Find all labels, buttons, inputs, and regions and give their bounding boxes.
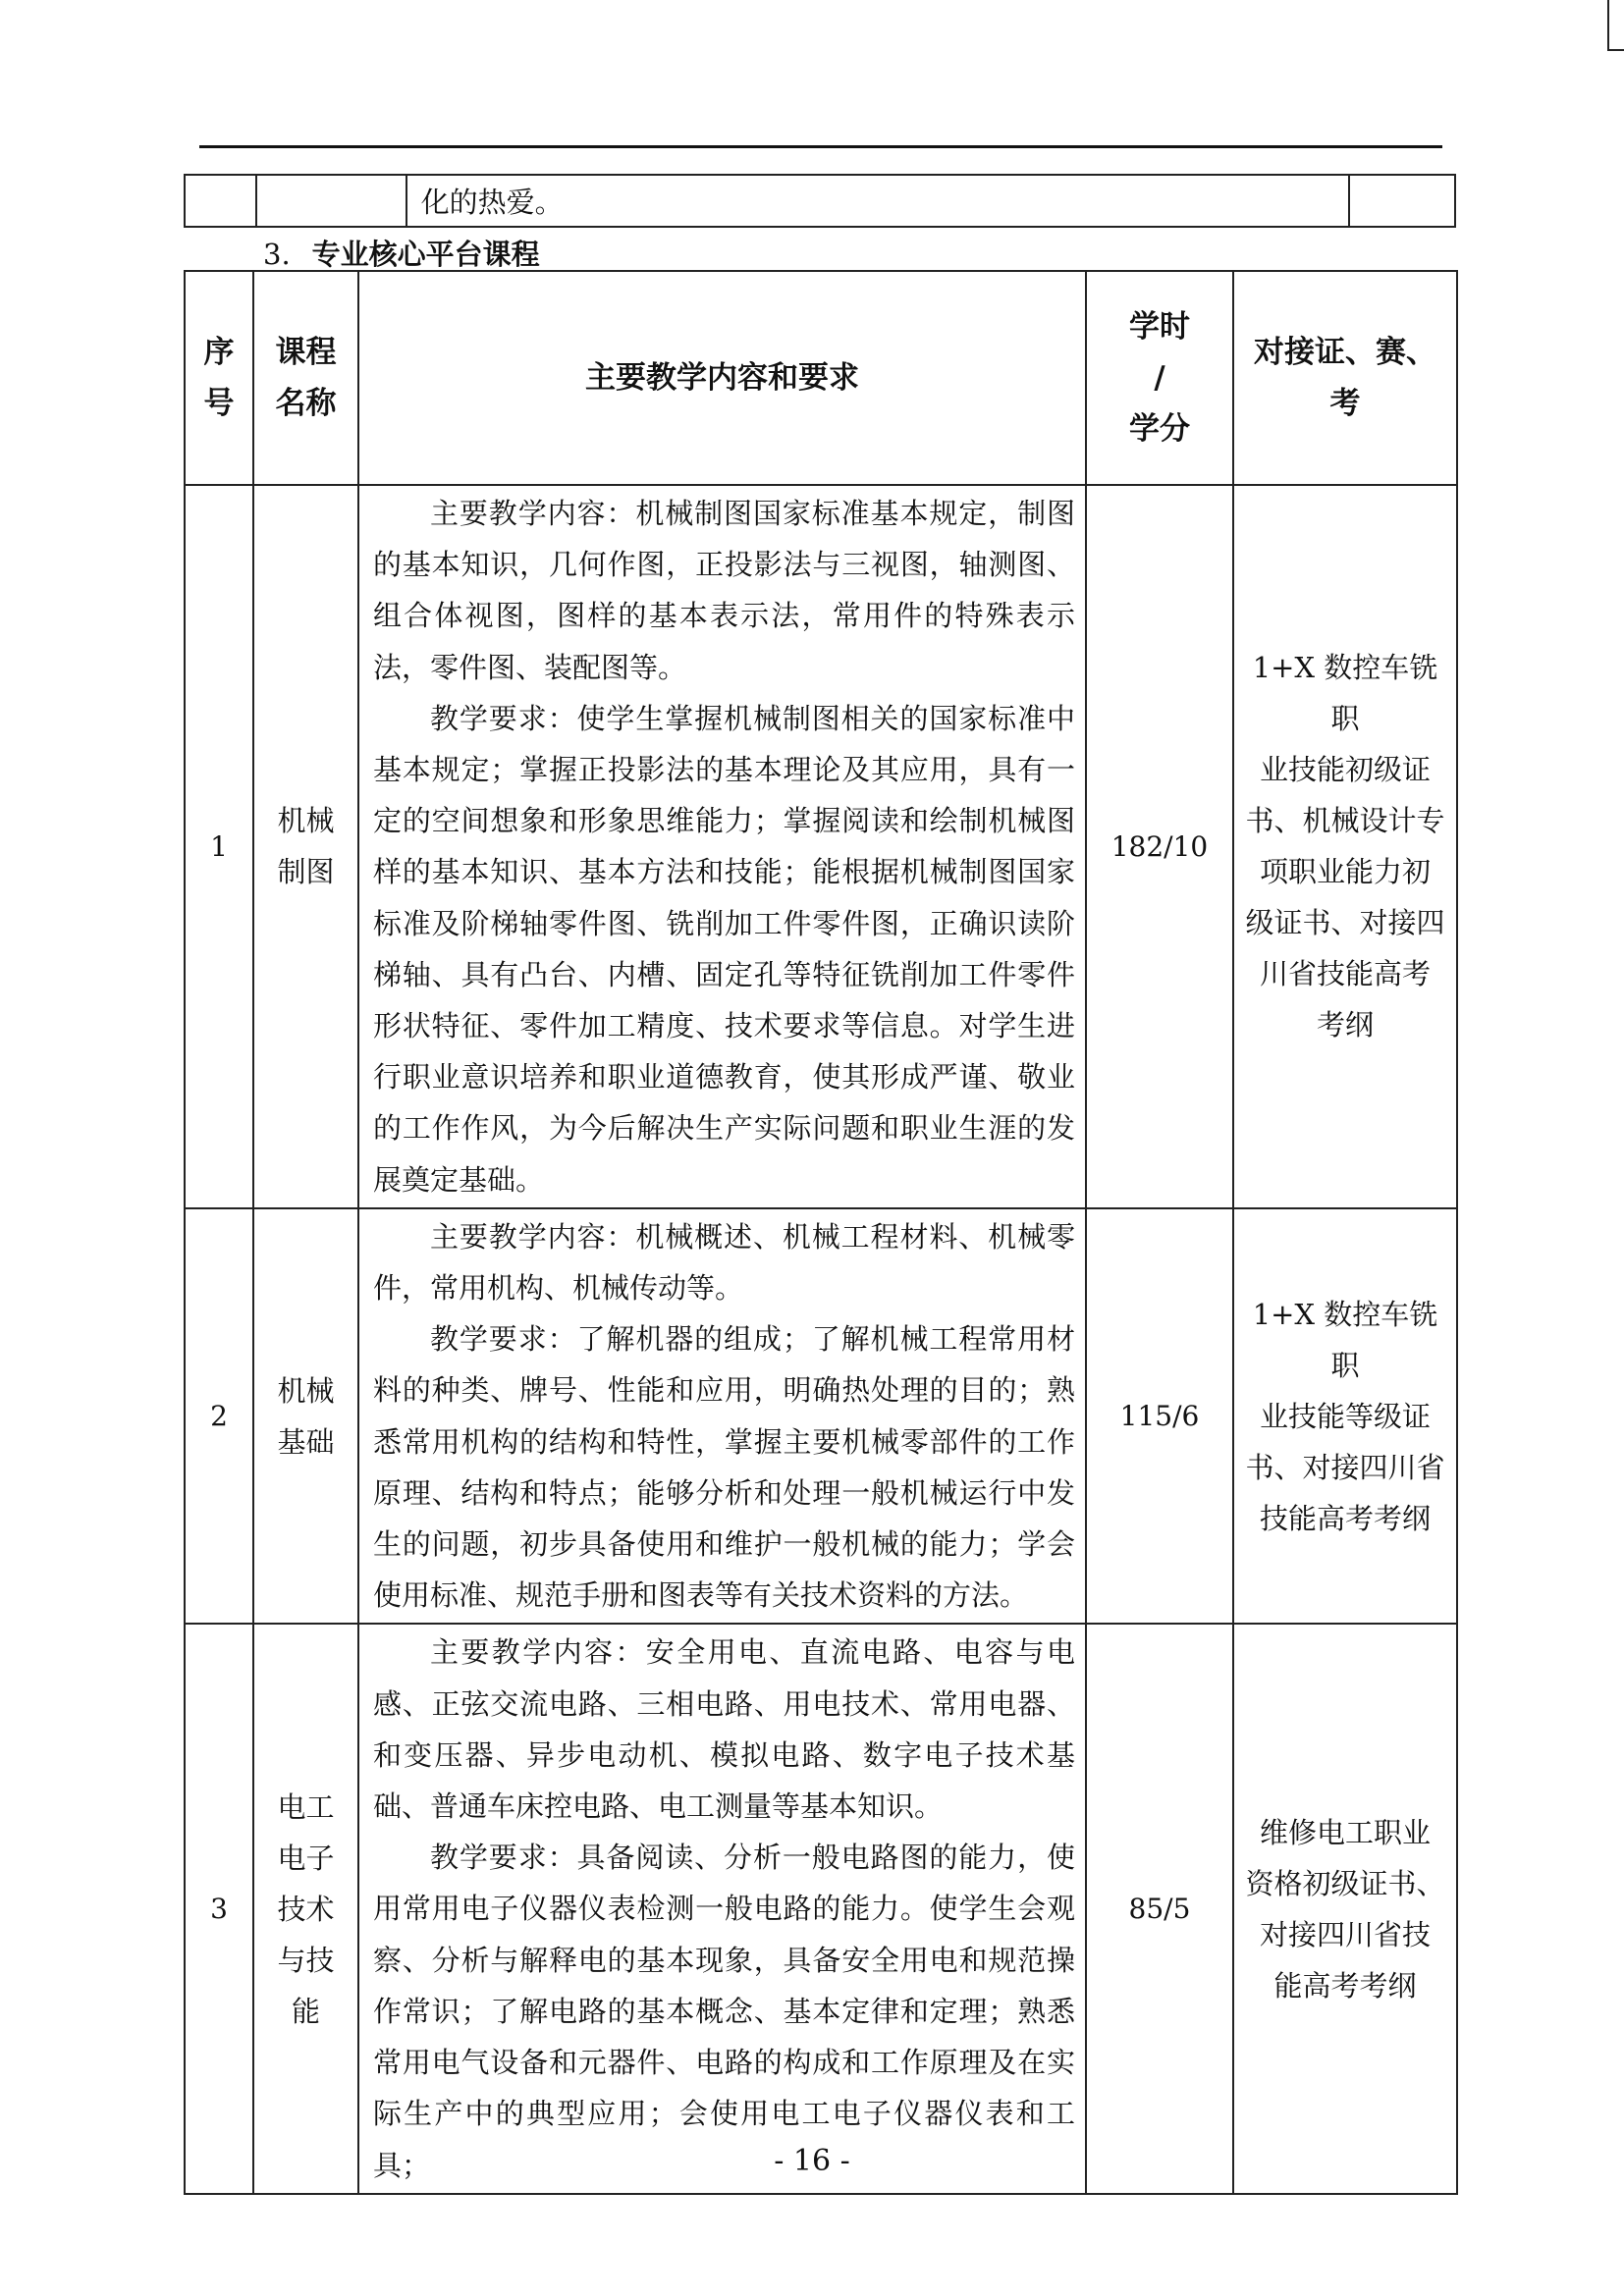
row-hours: 182/10 xyxy=(1086,485,1233,1208)
row-content-requirements: 教学要求：使学生掌握机械制图相关的国家标准中基本规定；掌握正投影法的基本理论及其应用，具有一定的空间想象和形象思维能力；掌握阅读和绘制机械图样的基本知识、基本方法和技能；能根据机械制图国家标准及阶梯轴零件图、铣削加工件零件图，正确识读阶梯轴、具有凸台、内槽、固定孔等特征铣削加工件零件形状特征、零件加工精度、技术要求等信息。对学生进行职业意识培养和职业道德教育，使其形成严谨、敬业的工作作风，为今后解决生产实际问题和职业生涯的发展奠定基础。 xyxy=(373,701,1075,1197)
row-hours: 115/6 xyxy=(1086,1208,1233,1625)
row-content xyxy=(358,1624,1086,2193)
row-content-main: 主要教学内容：机械制图国家标准基本规定，制图的基本知识，几何作图，正投影法与三视图，轴测图、组合体视图，图样的基本表示法，常用件的特殊表示法，零件图、装配图等。 xyxy=(373,497,1075,684)
header-rule xyxy=(199,145,1442,148)
continuation-content-cell: 化的热爱。 xyxy=(406,175,1350,227)
table-row xyxy=(185,1624,1457,2193)
section-heading xyxy=(263,233,540,273)
section-title: 专业核心平台课程 xyxy=(311,238,540,271)
corner-crop-mark xyxy=(1607,0,1624,51)
table-row xyxy=(185,1208,1457,1625)
continuation-index-cell xyxy=(185,175,256,227)
row-course-name: 机械 基础 xyxy=(253,1208,358,1625)
continuation-name-cell xyxy=(256,175,406,227)
header-index: 序 号 xyxy=(185,271,253,485)
page-number: - 16 - xyxy=(774,2144,850,2178)
row-course-name: 电工 电子 技术 与技 能 xyxy=(253,1624,358,2193)
row-index: 3 xyxy=(185,1624,253,2193)
table-header-row xyxy=(185,271,1457,485)
row-index: 2 xyxy=(185,1208,253,1625)
row-content xyxy=(358,1208,1086,1625)
row-cert: 维修电工职业 资格初级证书、 对接四川省技 能高考考纲 xyxy=(1233,1624,1457,2193)
row-cert: 1+X 数控车铣职 业技能等级证 书、对接四川省 技能高考考纲 xyxy=(1233,1208,1457,1625)
row-content-requirements: 教学要求：具备阅读、分析一般电路图的能力，使用常用电子仪器仪表检测一般电路的能力。使学生会观察、分析与解释电的基本现象，具备安全用电和规范操作常识；了解电路的基本概念、基本定律和定理；熟悉常用电气设备和元器件、电路的构成和工作原理及在实际生产中的典型应用；会使用电工电子仪器仪表和工具； xyxy=(373,1841,1075,2182)
row-hours: 85/5 xyxy=(1086,1624,1233,2193)
header-cert: 对接证、赛、 考 xyxy=(1233,271,1457,485)
section-number: 3. xyxy=(263,238,291,271)
row-content-requirements: 教学要求：了解机器的组成；了解机械工程常用材料的种类、牌号、性能和应用，明确热处理的目的；熟悉常用机构的结构和特性，掌握主要机械零部件的工作原理、结构和特点；能够分析和处理一般机械运行中发生的问题，初步具备使用和维护一般机械的能力；学会使用标准、规范手册和图表等有关技术资料的方法。 xyxy=(373,1322,1075,1613)
row-content-main: 主要教学内容：机械概述、机械工程材料、机械零件，常用机构、机械传动等。 xyxy=(373,1219,1075,1306)
header-content: 主要教学内容和要求 xyxy=(358,271,1086,485)
row-index: 1 xyxy=(185,485,253,1208)
header-hours: 学时 / 学分 xyxy=(1086,271,1233,485)
continuation-table xyxy=(184,174,1456,228)
continuation-cert-cell xyxy=(1349,175,1455,227)
continuation-row xyxy=(185,175,1455,227)
header-course-name: 课程 名称 xyxy=(253,271,358,485)
row-content-main: 主要教学内容：安全用电、直流电路、电容与电感、正弦交流电路、三相电路、用电技术、常用电器、和变压器、异步电动机、模拟电路、数字电子技术基础、普通车床控电路、电工测量等基本知识。 xyxy=(373,1635,1075,1824)
table-row xyxy=(185,485,1457,1208)
row-cert: 1+X 数控车铣职 业技能初级证 书、机械设计专 项职业能力初 级证书、对接四 川省技能高考 考纲 xyxy=(1233,485,1457,1208)
course-table xyxy=(184,270,1458,2195)
row-content xyxy=(358,485,1086,1208)
row-course-name: 机械 制图 xyxy=(253,485,358,1208)
